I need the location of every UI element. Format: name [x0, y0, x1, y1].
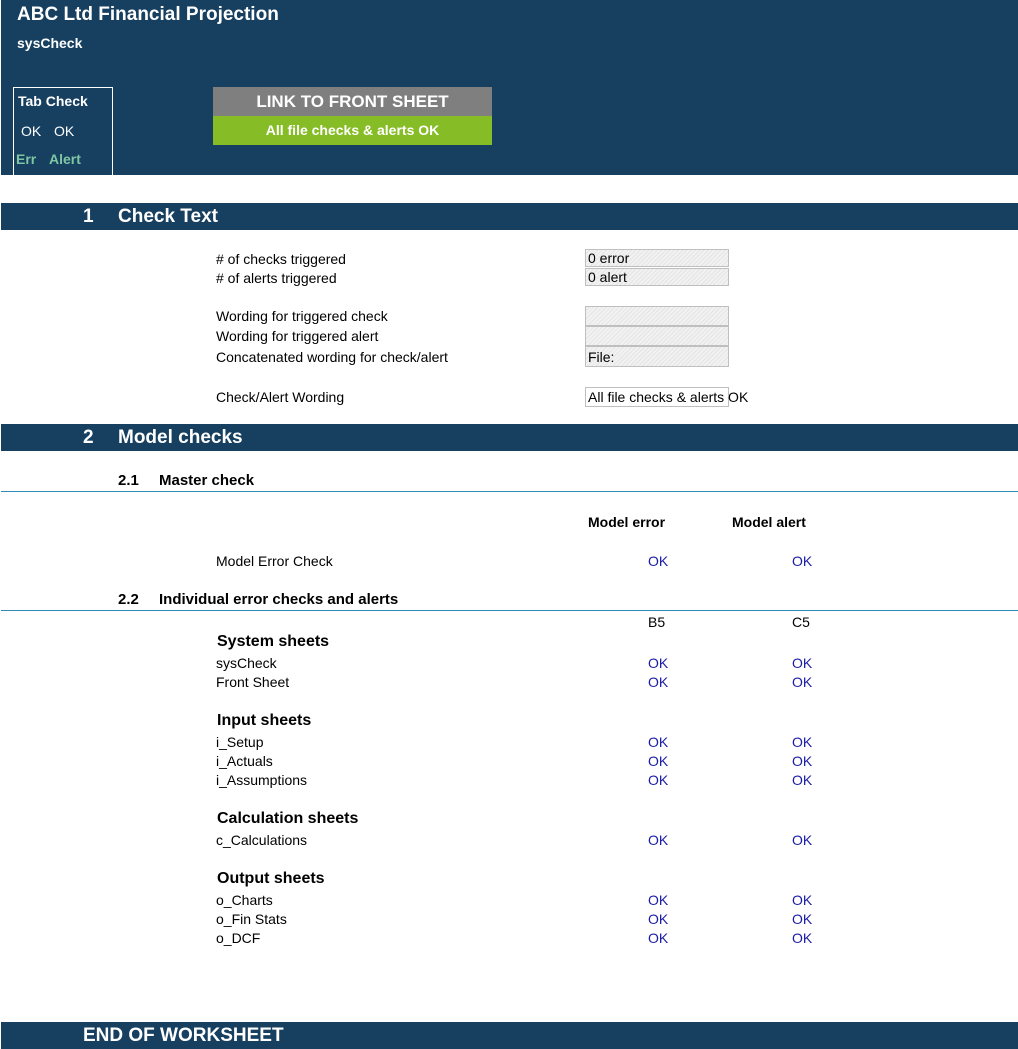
wording-check-label: Wording for triggered check: [216, 308, 388, 324]
subsection-2-2-rule: [1, 610, 1018, 611]
sheet-row-label: o_DCF: [216, 930, 261, 946]
sheet-error-status: OK: [648, 734, 669, 750]
sheet-row-label: i_Actuals: [216, 753, 273, 769]
wording-check-value[interactable]: [585, 306, 729, 326]
sheet-alert-status: OK: [792, 930, 813, 946]
sheet-row-label: o_Fin Stats: [216, 911, 287, 927]
group-title-output: Output sheets: [217, 870, 325, 887]
model-error-column-header: Model error: [588, 514, 666, 530]
file-status-banner: All file checks & alerts OK: [213, 116, 492, 145]
concat-wording-label: Concatenated wording for check/alert: [216, 349, 448, 365]
model-error-check-label: Model Error Check: [216, 553, 333, 569]
check-alert-wording-value[interactable]: All file checks & alerts OK: [585, 387, 729, 407]
subsection-2-1-rule: [1, 491, 1018, 492]
end-of-worksheet-title: END OF WORKSHEET: [83, 1025, 284, 1046]
page-title: ABC Ltd Financial Projection: [17, 4, 279, 25]
tab-check-err-label: Err: [16, 151, 37, 167]
section-1-number: 1: [83, 206, 94, 227]
concat-wording-value[interactable]: File:: [585, 346, 729, 367]
sheet-row-label: Front Sheet: [216, 674, 290, 690]
link-to-front-sheet-button[interactable]: LINK TO FRONT SHEET: [213, 87, 492, 116]
tab-check-alert-status: OK: [54, 123, 75, 139]
sheet-error-status: OK: [648, 674, 669, 690]
alerts-triggered-value[interactable]: 0 alert: [585, 268, 729, 286]
sheet-row-label: i_Assumptions: [216, 772, 308, 788]
section-2-number: 2: [83, 427, 94, 448]
group-title-input: Input sheets: [217, 712, 312, 729]
group-title-system: System sheets: [217, 633, 330, 650]
check-alert-wording-label: Check/Alert Wording: [216, 389, 345, 405]
tab-check-error-status: OK: [21, 123, 42, 139]
section-1-title: Check Text: [118, 206, 218, 227]
sheet-alert-status: OK: [792, 655, 813, 671]
sheet-alert-status: OK: [792, 772, 813, 788]
subsection-2-2-number: 2.2: [118, 591, 139, 608]
checks-triggered-value[interactable]: 0 error: [585, 249, 729, 267]
sheet-alert-status: OK: [792, 734, 813, 750]
checks-triggered-label: # of checks triggered: [216, 251, 346, 267]
section-2-title: Model checks: [118, 427, 243, 448]
tab-check-alert-label: Alert: [49, 151, 81, 167]
sheet-error-status: OK: [648, 655, 669, 671]
sheet-name: sysCheck: [17, 35, 83, 51]
tab-check-title: Tab Check: [18, 93, 88, 109]
sheet-alert-status: OK: [792, 753, 813, 769]
sheet-row-label: o_Charts: [216, 892, 273, 908]
alerts-triggered-label: # of alerts triggered: [216, 270, 337, 286]
sheet-alert-status: OK: [792, 832, 813, 848]
header-banner: [1, 0, 1018, 175]
sheet-row-label: sysCheck: [216, 655, 277, 671]
sheet-row-label: c_Calculations: [216, 832, 308, 848]
master-error-status: OK: [648, 553, 669, 569]
sheet-error-status: OK: [648, 832, 669, 848]
sheet-error-status: OK: [648, 772, 669, 788]
sheet-error-status: OK: [648, 892, 669, 908]
master-alert-status: OK: [792, 553, 813, 569]
error-cell-ref: B5: [648, 614, 666, 630]
sheet-row-label: i_Setup: [216, 734, 264, 750]
sheet-alert-status: OK: [792, 674, 813, 690]
model-alert-column-header: Model alert: [732, 514, 806, 530]
wording-alert-label: Wording for triggered alert: [216, 328, 379, 344]
sheet-error-status: OK: [648, 911, 669, 927]
sheet-alert-status: OK: [792, 911, 813, 927]
subsection-2-1-title: Master check: [159, 472, 255, 489]
subsection-2-2-title: Individual error checks and alerts: [159, 591, 399, 608]
sheet-alert-status: OK: [792, 892, 813, 908]
group-title-calculation: Calculation sheets: [217, 810, 359, 827]
alert-cell-ref: C5: [792, 614, 810, 630]
sheet-error-status: OK: [648, 930, 669, 946]
wording-alert-value[interactable]: [585, 326, 729, 346]
subsection-2-1-number: 2.1: [118, 472, 139, 489]
sheet-error-status: OK: [648, 753, 669, 769]
